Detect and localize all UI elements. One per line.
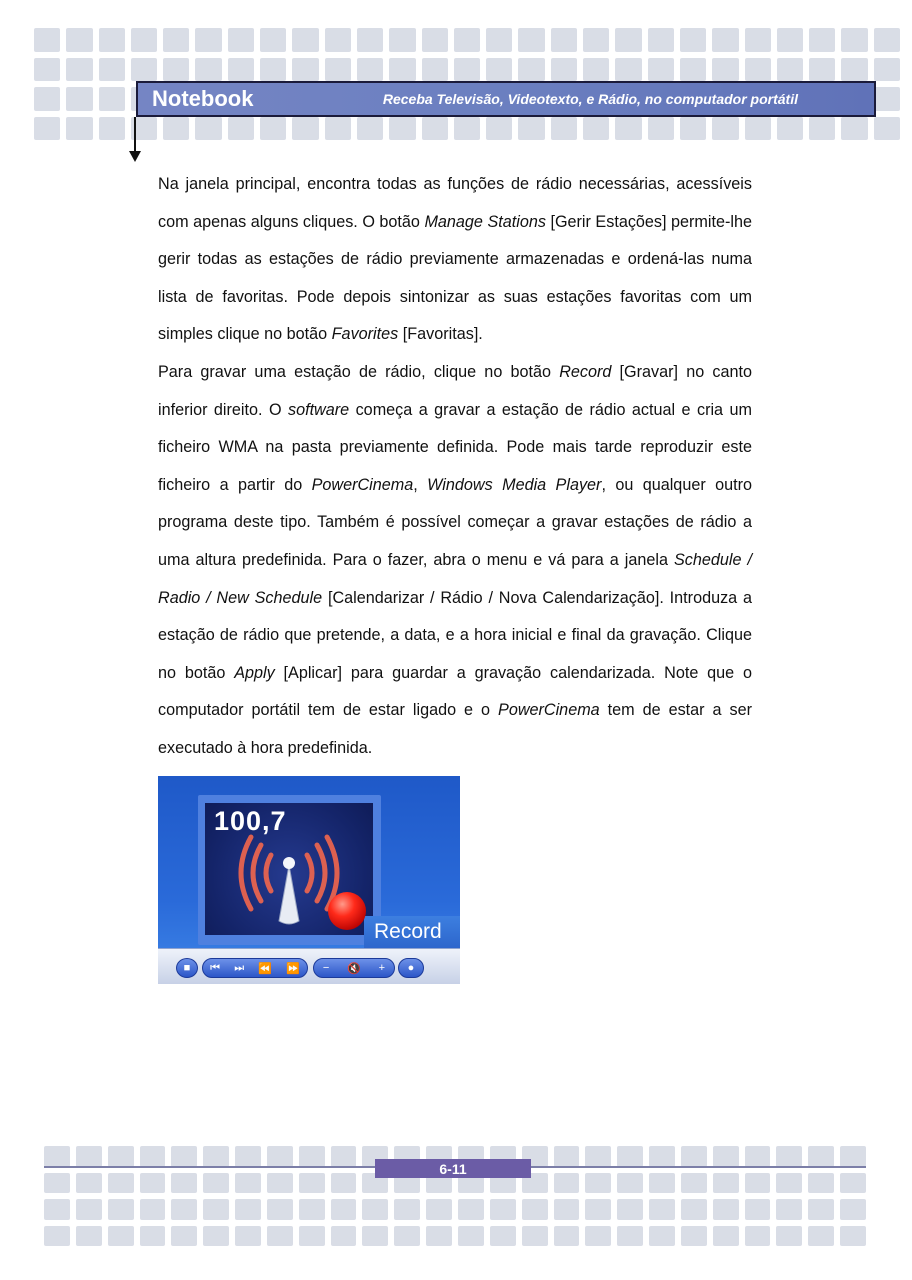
decorative-tile	[874, 28, 900, 52]
decorative-tile	[260, 58, 286, 82]
decorative-tile	[228, 117, 254, 141]
decorative-tile	[486, 58, 512, 82]
record-label: Record	[374, 920, 442, 943]
decorative-tile	[362, 1226, 388, 1247]
decorative-tile	[66, 28, 92, 52]
decorative-tile	[76, 1199, 102, 1220]
decorative-tile	[228, 58, 254, 82]
decorative-tile	[34, 117, 60, 141]
decorative-tile	[99, 28, 125, 52]
page-number: 6-11	[375, 1159, 531, 1178]
frequency-display: 100,7	[214, 806, 287, 836]
decorative-tile	[66, 58, 92, 82]
navigation-buttons[interactable]	[202, 958, 308, 978]
mute-icon[interactable]: 🔇	[347, 962, 361, 975]
decorative-tile	[331, 1173, 357, 1194]
decorative-tile	[357, 117, 383, 141]
decorative-tile	[331, 1226, 357, 1247]
decorative-tile	[551, 117, 577, 141]
decorative-tile	[680, 58, 706, 82]
decorative-tile	[454, 117, 480, 141]
decorative-tile	[299, 1199, 325, 1220]
decorative-tile	[615, 28, 641, 52]
decorative-tile	[44, 1173, 70, 1194]
decorative-tile	[809, 117, 835, 141]
decorative-tile	[777, 58, 803, 82]
decorative-tile	[840, 1146, 866, 1167]
decorative-tile	[163, 117, 189, 141]
decorative-tile	[163, 28, 189, 52]
decorative-tile	[808, 1146, 834, 1167]
decorative-tile	[745, 1226, 771, 1247]
decorative-tile	[840, 1226, 866, 1247]
decorative-tile	[267, 1226, 293, 1247]
arrow-down-icon	[129, 151, 141, 162]
decorative-tile	[713, 1226, 739, 1247]
decorative-tile	[454, 28, 480, 52]
decorative-tile	[389, 58, 415, 82]
decorative-tile	[841, 58, 867, 82]
decorative-tile	[357, 28, 383, 52]
decorative-tile	[195, 58, 221, 82]
decorative-tile	[617, 1173, 643, 1194]
decorative-tile	[267, 1199, 293, 1220]
decorative-tile	[585, 1146, 611, 1167]
decorative-tile	[34, 58, 60, 82]
decorative-tile	[777, 117, 803, 141]
decorative-tile	[235, 1199, 261, 1220]
decorative-tile	[292, 28, 318, 52]
stop-icon: ■	[183, 962, 191, 974]
decorative-tile	[66, 117, 92, 141]
decorative-tile	[554, 1146, 580, 1167]
decorative-tile	[649, 1173, 675, 1194]
decorative-tile	[874, 58, 900, 82]
decorative-tile	[299, 1146, 325, 1167]
decorative-tile	[583, 28, 609, 52]
decorative-tile	[389, 117, 415, 141]
record-icon: ●	[407, 962, 415, 974]
decorative-tile	[808, 1173, 834, 1194]
decorative-tile	[840, 1173, 866, 1194]
decorative-tile	[131, 28, 157, 52]
decorative-tile	[713, 1146, 739, 1167]
header-title: Notebook	[152, 86, 254, 111]
decorative-tile	[649, 1146, 675, 1167]
decorative-tile	[486, 117, 512, 141]
decorative-tile	[163, 58, 189, 82]
decorative-tile	[171, 1173, 197, 1194]
decorative-tile	[745, 1146, 771, 1167]
decorative-tile	[426, 1226, 452, 1247]
decorative-tile	[99, 117, 125, 141]
decorative-tile	[267, 1173, 293, 1194]
decorative-tile	[712, 117, 738, 141]
decorative-tile	[649, 1226, 675, 1247]
radio-control-bar	[158, 948, 460, 984]
decorative-tile	[518, 28, 544, 52]
decorative-tile	[809, 28, 835, 52]
volume-down-icon[interactable]: −	[322, 962, 330, 974]
decorative-tile	[140, 1173, 166, 1194]
decorative-tile	[551, 28, 577, 52]
decorative-tile	[389, 28, 415, 52]
decorative-tile	[140, 1199, 166, 1220]
decorative-tile	[44, 1146, 70, 1167]
decorative-tile	[458, 1199, 484, 1220]
decorative-tile	[76, 1146, 102, 1167]
decorative-tile	[809, 58, 835, 82]
decorative-tile	[648, 28, 674, 52]
decorative-tile	[292, 58, 318, 82]
decorative-tile	[228, 28, 254, 52]
paragraph-recording: Para gravar uma estação de rádio, clique no botão Record [Gravar] no canto inferior direito. O software começa a gravar a estação de rádio actual e cria um ficheiro WMA na pasta previamente definida. Pode mais tarde reproduzir este ficheiro a partir do PowerCinema, Windows Media Player, ou qualquer outro programa deste tipo. Também é possível começar a gravar estações de rádio a uma altura predefinida. Para o fazer, abra o menu e vá para a janela Schedule / Radio / New Schedule [Calendarizar / Rádio / Nova Calendarização]. Introduza a estação de rádio que pretende, a data, e a hora inicial e final da gravação. Clique no botão Apply [Aplicar] para guardar a gravação calendarizada. Note que o computador portátil tem de estar ligado e o PowerCinema tem de estar a ser executado à hora predefinida.	[158, 362, 753, 757]
decorative-tile	[140, 1146, 166, 1167]
decorative-tile	[108, 1199, 134, 1220]
radio-screenshot	[158, 776, 460, 984]
record-button[interactable]	[398, 958, 424, 978]
decorative-tile	[235, 1173, 261, 1194]
forward-icon[interactable]: ⏩	[286, 962, 300, 975]
decorative-tile	[776, 1146, 802, 1167]
decorative-tile	[841, 28, 867, 52]
rewind-icon[interactable]: ⏪	[258, 962, 272, 975]
decorative-tile	[203, 1146, 229, 1167]
decorative-tile	[518, 117, 544, 141]
decorative-tile	[490, 1226, 516, 1247]
decorative-tile	[422, 28, 448, 52]
decorative-tile	[422, 58, 448, 82]
decorative-tile	[140, 1226, 166, 1247]
decorative-tile	[458, 1226, 484, 1247]
decorative-tile	[325, 58, 351, 82]
next-icon[interactable]: ⏭	[234, 961, 245, 974]
connector-line	[134, 117, 136, 153]
decorative-tile	[776, 1173, 802, 1194]
decorative-tile	[357, 58, 383, 82]
decorative-tile	[681, 1173, 707, 1194]
body-text	[158, 166, 752, 768]
decorative-tile	[776, 1199, 802, 1220]
decorative-tile	[325, 117, 351, 141]
decorative-tile	[260, 117, 286, 141]
decorative-tile	[299, 1226, 325, 1247]
decorative-tile	[171, 1199, 197, 1220]
decorative-tile	[522, 1199, 548, 1220]
decorative-tile	[195, 28, 221, 52]
decorative-tile	[394, 1199, 420, 1220]
decorative-tile	[840, 1199, 866, 1220]
decorative-tile	[777, 28, 803, 52]
decorative-tile	[776, 1226, 802, 1247]
decorative-tile	[808, 1199, 834, 1220]
decorative-tile	[108, 1226, 134, 1247]
prev-icon[interactable]: ⏮	[210, 961, 220, 974]
decorative-tile	[131, 58, 157, 82]
decorative-tile	[99, 87, 125, 111]
decorative-tile	[615, 117, 641, 141]
decorative-tile	[490, 1199, 516, 1220]
decorative-tile	[195, 117, 221, 141]
decorative-tile	[681, 1146, 707, 1167]
decorative-tile	[260, 28, 286, 52]
decorative-tile	[554, 1226, 580, 1247]
decorative-tile	[99, 58, 125, 82]
stop-button[interactable]	[176, 958, 198, 978]
decorative-tile	[585, 1199, 611, 1220]
decorative-tile	[325, 28, 351, 52]
decorative-tile	[649, 1199, 675, 1220]
decorative-tile	[713, 1173, 739, 1194]
decorative-tile	[648, 58, 674, 82]
decorative-tile	[203, 1173, 229, 1194]
decorative-tile	[76, 1226, 102, 1247]
record-dot-icon	[328, 892, 366, 930]
decorative-tile	[648, 117, 674, 141]
decorative-tile	[34, 28, 60, 52]
decorative-tile	[681, 1199, 707, 1220]
decorative-tile	[874, 117, 900, 141]
decorative-tile	[44, 1226, 70, 1247]
decorative-tile	[615, 58, 641, 82]
decorative-tile	[203, 1199, 229, 1220]
decorative-tile	[235, 1146, 261, 1167]
decorative-tile	[203, 1226, 229, 1247]
decorative-tile	[808, 1226, 834, 1247]
volume-buttons[interactable]	[313, 958, 395, 978]
decorative-tile	[583, 58, 609, 82]
decorative-tile	[585, 1226, 611, 1247]
decorative-tile	[681, 1226, 707, 1247]
decorative-tile	[454, 58, 480, 82]
decorative-tile	[292, 117, 318, 141]
decorative-tile	[712, 28, 738, 52]
decorative-tile	[76, 1173, 102, 1194]
decorative-tile	[422, 117, 448, 141]
decorative-tile	[522, 1226, 548, 1247]
header-subtitle: Receba Televisão, Videotexto, e Rádio, no computador portátil	[382, 91, 798, 107]
decorative-tile	[745, 1173, 771, 1194]
decorative-tile	[235, 1226, 261, 1247]
decorative-tile	[554, 1173, 580, 1194]
decorative-tile	[745, 117, 771, 141]
decorative-tile	[331, 1199, 357, 1220]
decorative-tile	[171, 1226, 197, 1247]
decorative-tile	[585, 1173, 611, 1194]
decorative-tile	[551, 58, 577, 82]
decorative-tile	[34, 87, 60, 111]
decorative-tile	[267, 1146, 293, 1167]
decorative-tile	[44, 1199, 70, 1220]
decorative-tile	[426, 1199, 452, 1220]
decorative-tile	[841, 117, 867, 141]
decorative-tile	[108, 1146, 134, 1167]
decorative-tile	[583, 117, 609, 141]
decorative-tile	[331, 1146, 357, 1167]
decorative-tile	[617, 1199, 643, 1220]
decorative-tile	[874, 87, 900, 111]
header-banner	[136, 81, 876, 117]
decorative-tile	[394, 1226, 420, 1247]
decorative-tile	[108, 1173, 134, 1194]
decorative-tile	[518, 58, 544, 82]
decorative-tile	[745, 58, 771, 82]
decorative-tile	[486, 28, 512, 52]
decorative-tile	[554, 1199, 580, 1220]
decorative-tile	[617, 1226, 643, 1247]
decorative-tile	[680, 117, 706, 141]
decorative-tile	[745, 1199, 771, 1220]
decorative-tile	[66, 87, 92, 111]
decorative-tile	[745, 28, 771, 52]
volume-up-icon[interactable]: +	[378, 962, 386, 974]
decorative-tile	[712, 58, 738, 82]
paragraph-radio-functions: Na janela principal, encontra todas as funções de rádio necessárias, acessíveis com apenas alguns cliques. O botão Manage Stations [Gerir Estações] permite-lhe gerir todas as estações de rádio previamente armazenadas e ordená-las numa lista de favoritas. Pode depois sintonizar as suas estações favoritas com um simples clique no botão Favorites [Favoritas].	[158, 175, 752, 344]
decorative-tile	[680, 28, 706, 52]
decorative-tile	[617, 1146, 643, 1167]
decorative-tile	[713, 1199, 739, 1220]
decorative-tile	[299, 1173, 325, 1194]
decorative-tile	[362, 1199, 388, 1220]
decorative-tile	[171, 1146, 197, 1167]
